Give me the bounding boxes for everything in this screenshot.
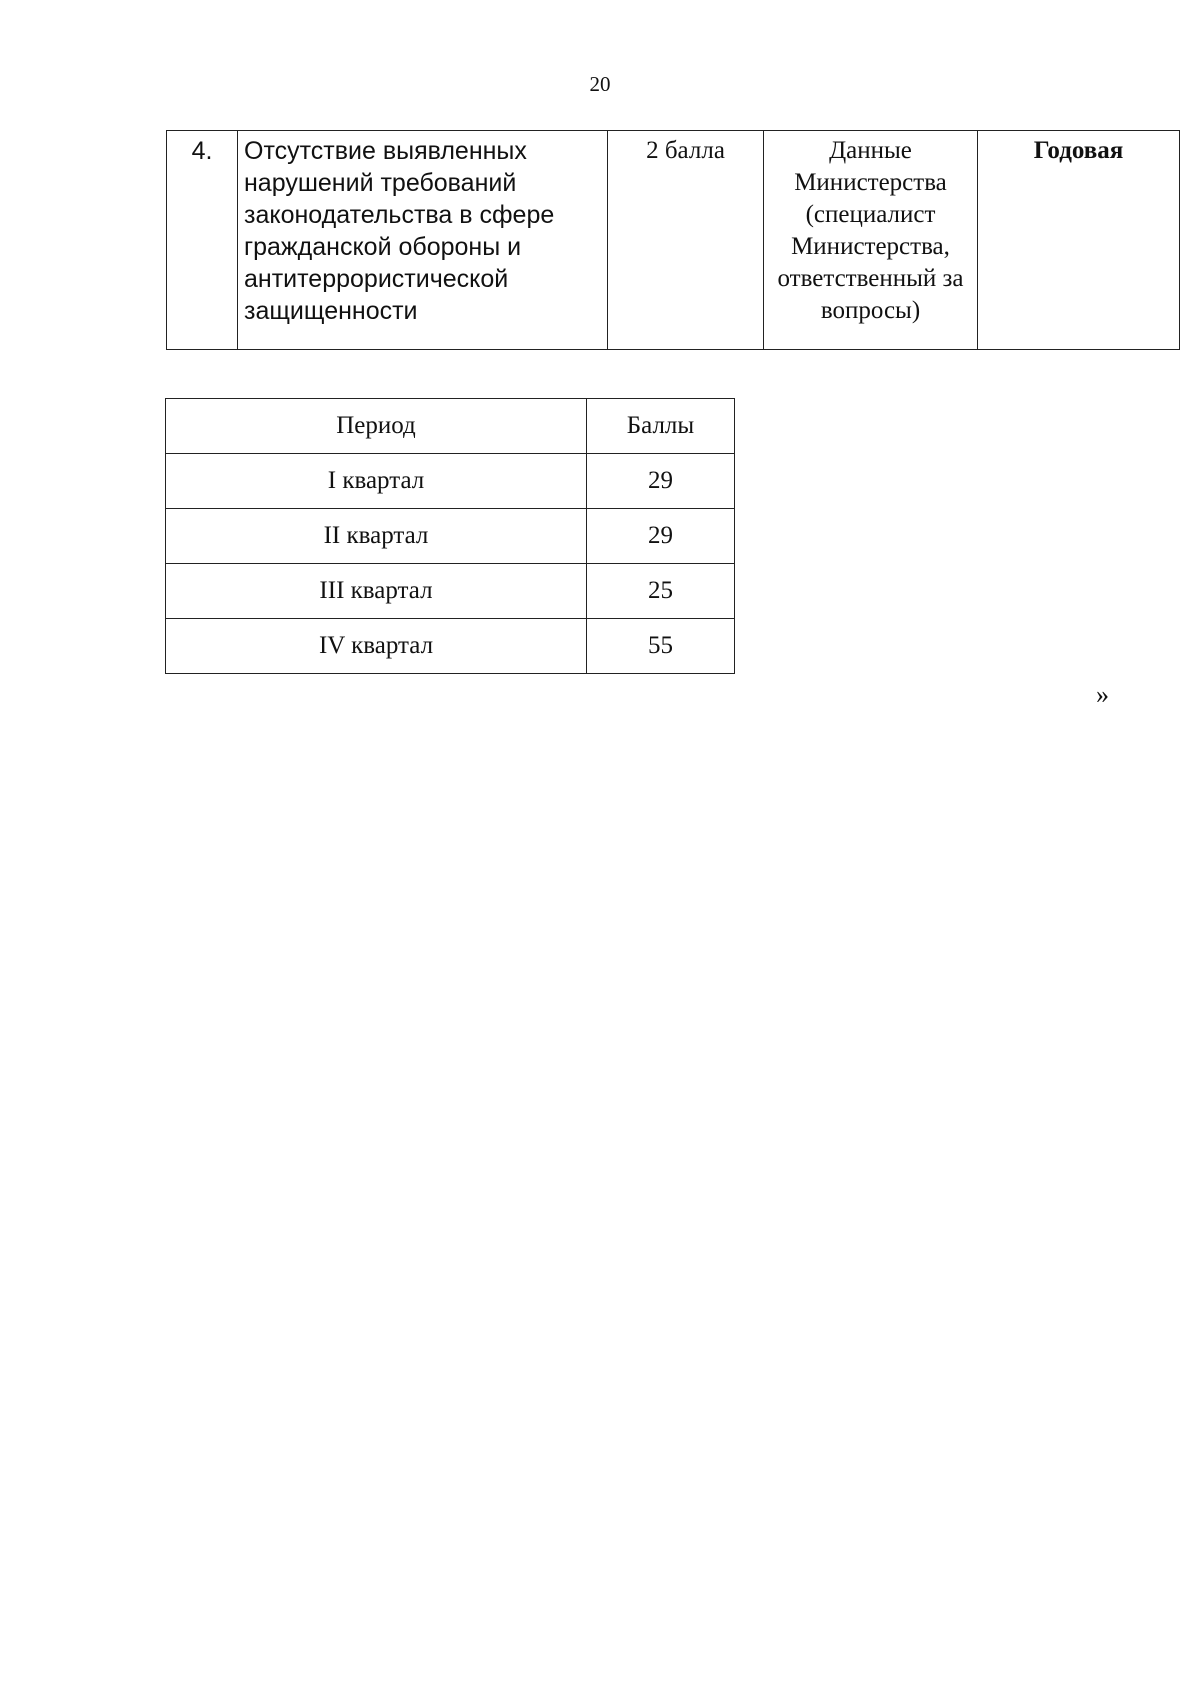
closing-quote: »: [1096, 680, 1109, 709]
criteria-description: Отсутствие выявленных нарушений требований законодательства в сфере гражданской обороны и антитеррористической защищенности: [238, 131, 608, 350]
table-row: [166, 454, 735, 509]
row-period: IV квартал: [166, 619, 587, 674]
row-points: 29: [587, 509, 735, 564]
criteria-table: [166, 130, 1180, 350]
criteria-data-source: Данные Министерства (специалист Министерства, ответственный за вопросы): [764, 131, 978, 350]
scores-header-row: [166, 399, 735, 454]
table-row: [166, 509, 735, 564]
criteria-periodicity: Годовая: [978, 131, 1180, 350]
row-points: 29: [587, 454, 735, 509]
criteria-points: 2 балла: [608, 131, 764, 350]
criteria-row: [167, 131, 1180, 350]
scores-table: [165, 398, 735, 674]
header-period: Период: [166, 399, 587, 454]
header-points: Баллы: [587, 399, 735, 454]
table-row: [166, 619, 735, 674]
page-number: 20: [589, 72, 611, 96]
row-period: I квартал: [166, 454, 587, 509]
row-period: II квартал: [166, 509, 587, 564]
table-row: [166, 564, 735, 619]
row-points: 55: [587, 619, 735, 674]
row-points: 25: [587, 564, 735, 619]
row-period: III квартал: [166, 564, 587, 619]
criteria-number: 4.: [167, 131, 238, 350]
